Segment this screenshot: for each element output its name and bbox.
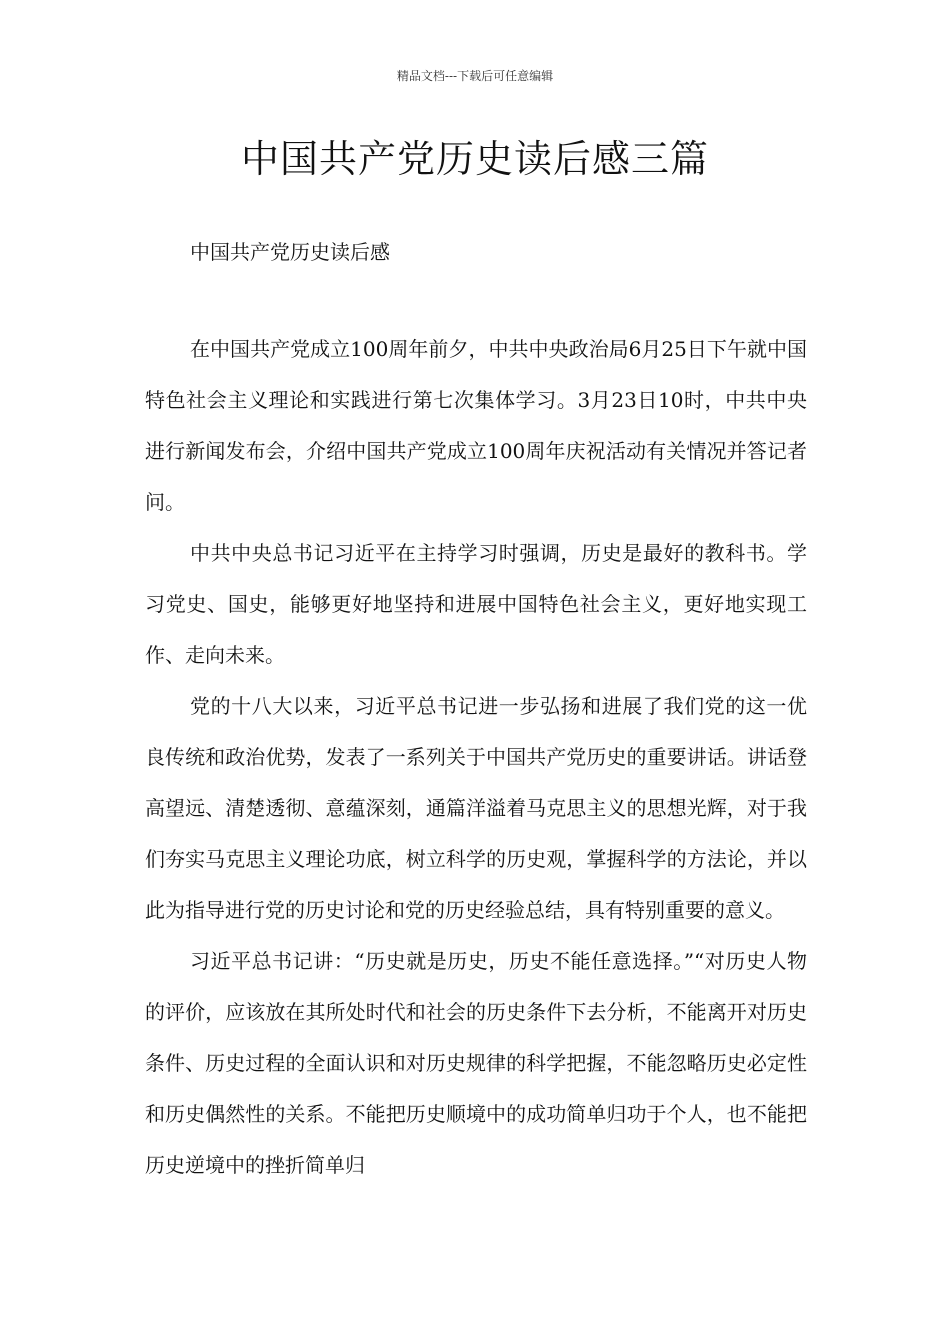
paragraph: 中共中央总书记习近平在主持学习时强调，历史是最好的教科书。学习党史、国史，能够更好地坚持和进展中国特色社会主义，更好地实现工作、走向未来。	[145, 541, 807, 667]
document-title: 中国共产党历史读后感三篇	[240, 137, 709, 181]
document-body	[145, 324, 807, 1191]
header-note: 精品文档---下载后可任意编辑	[396, 69, 554, 83]
paragraph: 在中国共产党成立100周年前夕，中共中央政治局6月25日下午就中国特色社会主义理论和实践进行第七次集体学习。3月23日10时，中共中央进行新闻发布会，介绍中国共产党成立100周年庆祝活动有关情况并答记者问。	[145, 337, 807, 514]
paragraph: 党的十八大以来，习近平总书记进一步弘扬和进展了我们党的这一优良传统和政治优势，发表了一系列关于中国共产党历史的重要讲话。讲话登高望远、清楚透彻、意蕴深刻，通篇洋溢着马克思主义的思想光辉，对于我们夯实马克思主义理论功底，树立科学的历史观，掌握科学的方法论，并以此为指导进行党的历史讨论和党的历史经验总结，具有特别重要的意义。	[145, 694, 807, 922]
section-subtitle: 中国共产党历史读后感	[190, 240, 390, 264]
paragraph: 习近平总书记讲：“历史就是历史，历史不能任意选择。”“对历史人物的评价，应该放在其所处时代和社会的历史条件下去分析，不能离开对历史条件、历史过程的全面认识和对历史规律的科学把握，不能忽略历史必定性和历史偶然性的关系。不能把历史顺境中的成功简单归功于个人，也不能把历史逆境中的挫折简单归	[145, 949, 807, 1177]
